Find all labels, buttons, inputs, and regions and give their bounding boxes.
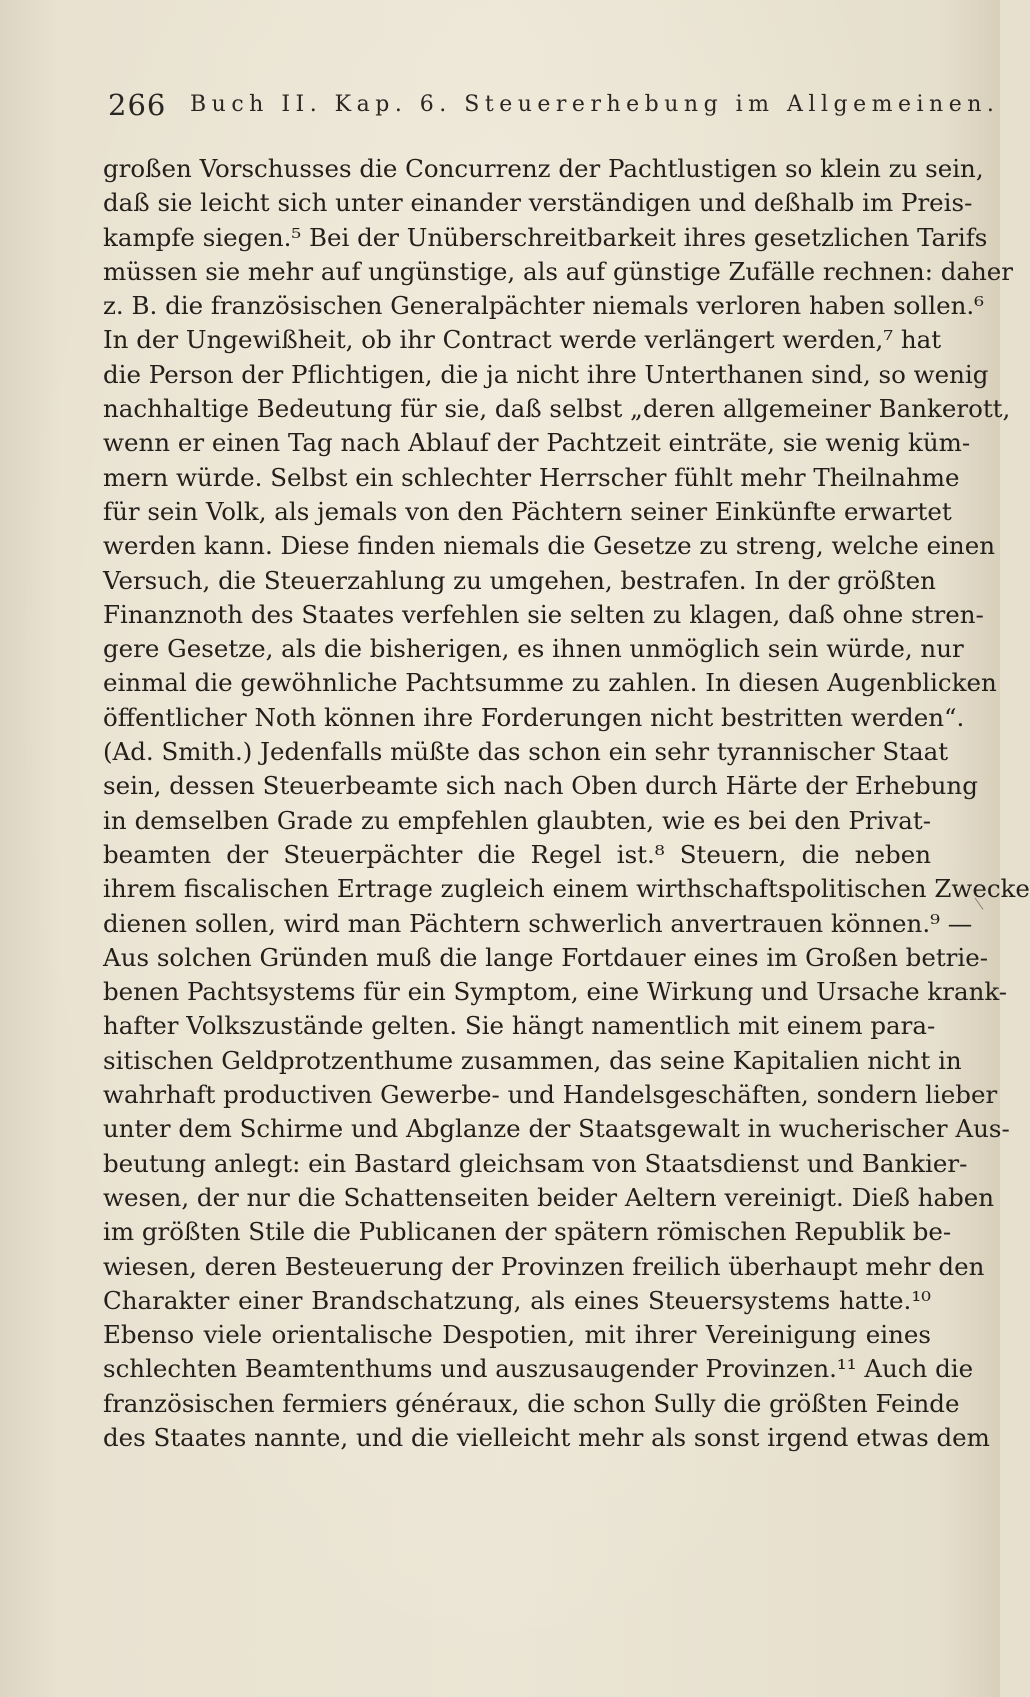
text-line: gere Gesetze, als die bisherigen, es ihnen unmöglich sein würde, nur (103, 634, 964, 664)
body-text (103, 152, 1030, 1455)
text-line: Ebenso viele orientalische Despotien, mit ihrer Vereinigung eines (103, 1320, 931, 1350)
text-line: des Staates nannte, und die vielleicht mehr als sonst irgend etwas dem (103, 1422, 990, 1452)
text-line: hafter Volkszustände gelten. Sie hängt namentlich mit einem para- (103, 1011, 936, 1041)
text-line: Finanznoth des Staates verfehlen sie selten zu klagen, daß ohne stren- (103, 599, 984, 629)
text-line: werden kann. Diese finden niemals die Gesetze zu streng, welche einen (103, 531, 995, 561)
text-line: sitischen Geldprotzenthume zusammen, das seine Kapitalien nicht in (103, 1045, 962, 1075)
text-line: wenn er einen Tag nach Ablauf der Pachtzeit einträte, sie wenig küm- (103, 428, 971, 458)
text-line: In der Ungewißheit, ob ihr Contract werde verlängert werden,⁷ hat (103, 325, 942, 355)
text-line: z. B. die französischen Generalpächter niemals verloren haben sollen.⁶ (103, 291, 984, 321)
text-line: unter dem Schirme und Abglanze der Staatsgewalt in wucherischer Aus- (103, 1114, 1010, 1144)
text-line: großen Vorschusses die Concurrenz der Pachtlustigen so klein zu sein, (103, 154, 984, 183)
text-line: französischen fermiers généraux, die schon Sully die größten Feinde (103, 1388, 960, 1418)
text-line: beamten der Steuerpächter die Regel ist.⁸ Steuern, die neben (103, 839, 931, 869)
running-head (108, 88, 1000, 128)
text-line: ihrem fiscalischen Ertrage zugleich einem wirthschaftspolitischen Zwecke (103, 874, 1030, 904)
text-line: die Person der Pflichtigen, die ja nicht ihre Unterthanen sind, so wenig (103, 359, 989, 389)
text-line: mern würde. Selbst ein schlechter Herrscher fühlt mehr Theilnahme (103, 462, 960, 492)
text-line: im größten Stile die Publicanen der spätern römischen Republik be- (103, 1217, 952, 1247)
text-line: daß sie leicht sich unter einander verständigen und deßhalb im Preis- (103, 188, 973, 218)
text-line: schlechten Beamtenthums und auszusaugender Provinzen.¹¹ Auch die (103, 1354, 974, 1384)
text-line: wahrhaft productiven Gewerbe- und Handelsgeschäften, sondern lieber (103, 1080, 998, 1110)
text-line: wiesen, deren Besteuerung der Provinzen freilich überhaupt mehr den (103, 1251, 985, 1281)
text-line: kampfe siegen.⁵ Bei der Unüberschreitbarkeit ihres gesetzlichen Tarifs (103, 222, 988, 252)
text-line: einmal die gewöhnliche Pachtsumme zu zahlen. In diesen Augenblicken (103, 668, 997, 698)
text-line: öffentlicher Noth können ihre Forderungen nicht bestritten werden“. (103, 702, 965, 732)
text-line: (Ad. Smith.) Jedenfalls müßte das schon ein sehr tyrannischer Staat (103, 737, 949, 767)
text-line: Aus solchen Gründen muß die lange Fortdauer eines im Großen betrie- (103, 942, 988, 972)
text-line: nachhaltige Bedeutung für sie, daß selbst „deren allgemeiner Bankerott, (103, 394, 1011, 424)
page-number: 266 (108, 88, 167, 122)
text-line: wesen, der nur die Schattenseiten beider Aeltern vereinigt. Dieß haben (103, 1182, 995, 1212)
text-line: dienen sollen, wird man Pächtern schwerlich anvertrauen können.⁹ — (103, 908, 973, 938)
text-line: Charakter einer Brandschatzung, als eines Steuersystems hatte.¹⁰ (103, 1285, 931, 1315)
text-line: müssen sie mehr auf ungünstige, als auf günstige Zufälle rechnen: daher (103, 256, 1014, 286)
text-line: beutung anlegt: ein Bastard gleichsam von Staatsdienst und Bankier- (103, 1148, 968, 1178)
text-line: sein, dessen Steuerbeamte sich nach Oben durch Härte der Erhebung (103, 771, 978, 801)
running-head-title: Buch II. Kap. 6. Steuererhebung im Allgemeinen. (190, 92, 1000, 117)
text-line: in demselben Grade zu empfehlen glaubten, wie es bei den Privat- (103, 805, 931, 835)
text-line: für sein Volk, als jemals von den Pächtern seiner Einkünfte erwartet (103, 496, 952, 526)
text-line: Versuch, die Steuerzahlung zu umgehen, bestrafen. In der größten (103, 565, 936, 595)
text-line: benen Pachtsystems für ein Symptom, eine Wirkung und Ursache krank- (103, 977, 1008, 1007)
